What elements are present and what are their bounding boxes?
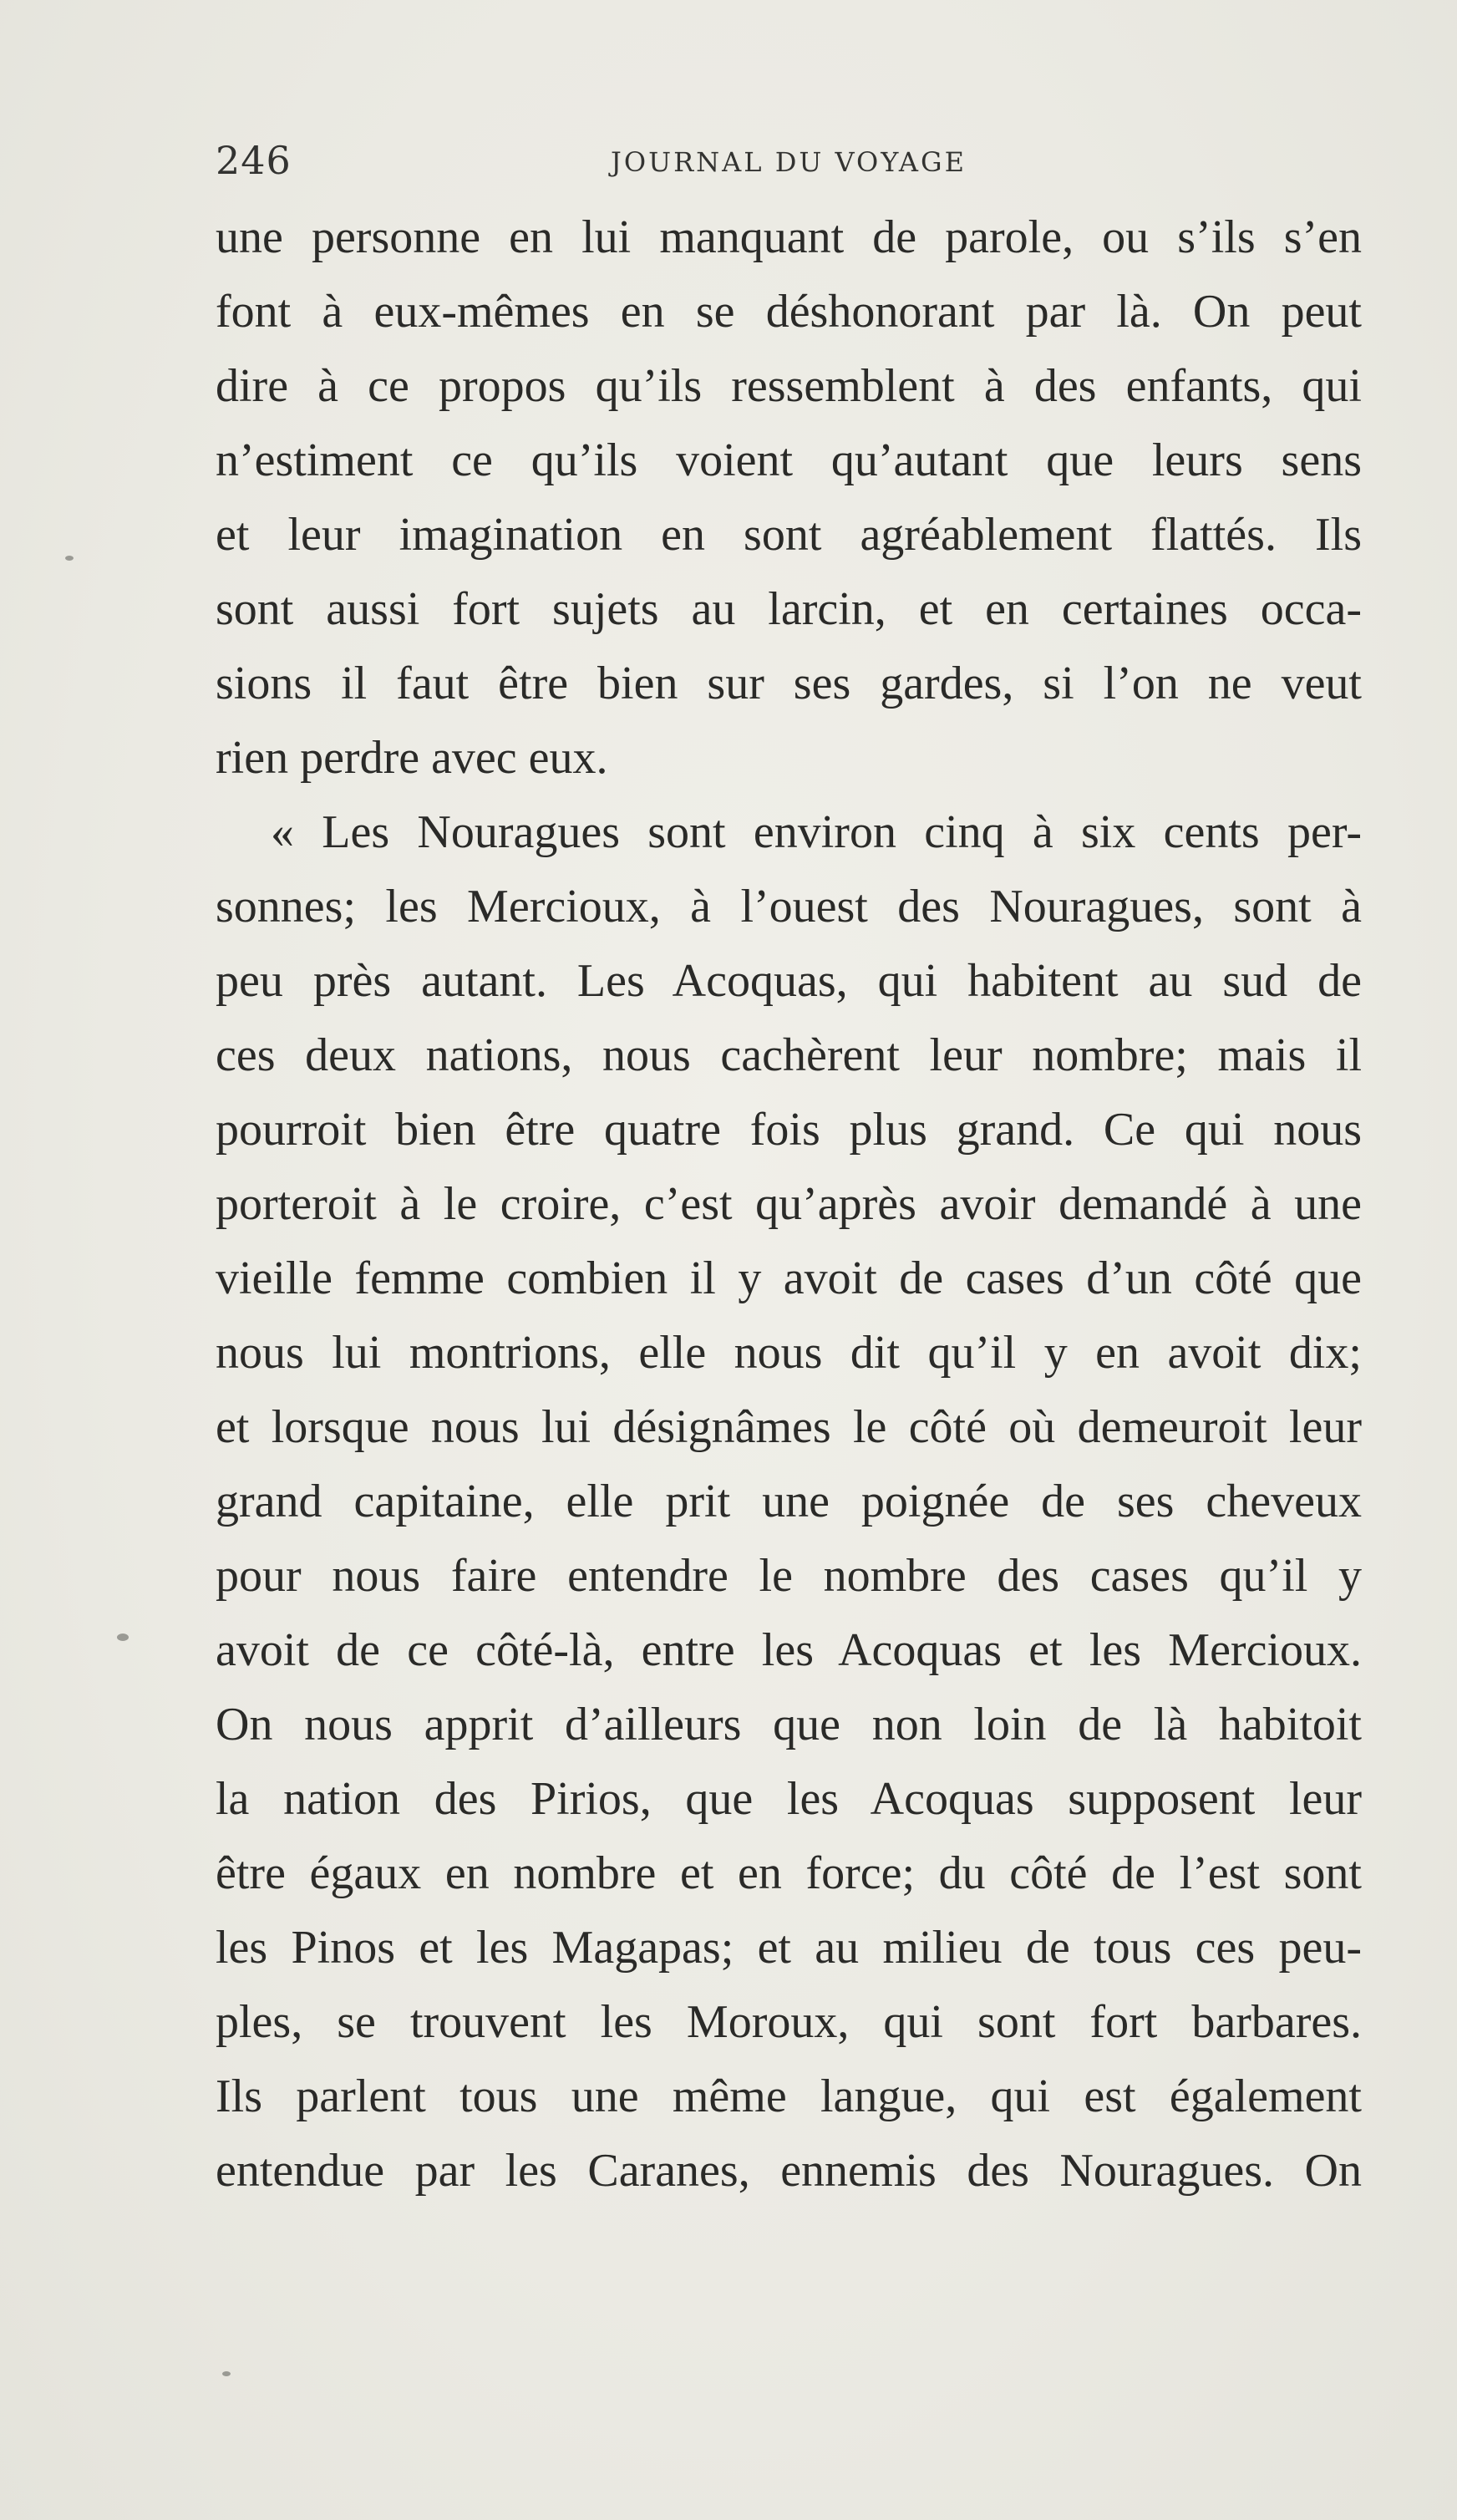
text-line: pour nous faire entendre le nombre des cases qu’il y [216,1550,1362,1602]
text-line: être égaux en nombre et en force; du côté de l’est sont [216,1847,1362,1899]
text-line: dire à ce propos qu’ils ressemblent à des enfants, qui [216,360,1362,412]
text-line: nous lui montrions, elle nous dit qu’il y en avoit dix; [216,1327,1362,1379]
text-line: porteroit à le croire, c’est qu’après avoir demandé à une [216,1178,1362,1230]
text-line: entendue par les Caranes, ennemis des Nouragues. On [216,2145,1362,2197]
text-line: sont aussi fort sujets au larcin, et en certaines occa- [216,583,1362,635]
text-line: peu près autant. Les Acoquas, qui habitent au sud de [216,955,1362,1007]
text-line: n’estiment ce qu’ils voient qu’autant que leurs sens [216,434,1362,486]
text-line: rien perdre avec eux. [216,732,608,784]
running-title: JOURNAL DU VOYAGE [611,146,967,178]
text-line: ples, se trouvent les Moroux, qui sont fort barbares. [216,1996,1362,2048]
text-line: sions il faut être bien sur ses gardes, si l’on ne veut [216,658,1362,709]
paper-speck [65,556,74,561]
paragraph-first-line: « Les Nouragues sont environ cinq à six cents per- [271,806,1362,858]
paper-speck [222,2371,231,2376]
text-line: les Pinos et les Magapas; et au milieu de tous ces peu- [216,1922,1362,1974]
text-line: Ils parlent tous une même langue, qui est également [216,2070,1362,2122]
text-line: et lorsque nous lui désignâmes le côté où demeuroit leur [216,1401,1362,1453]
paper-speck [117,1633,129,1641]
text-line: pourroit bien être quatre fois plus grand. Ce qui nous [216,1104,1362,1156]
text-line: une personne en lui manquant de parole, ou s’ils s’en [216,211,1362,263]
text-line: grand capitaine, elle prit une poignée de ses cheveux [216,1476,1362,1527]
text-line: On nous apprit d’ailleurs que non loin de là habitoit [216,1699,1362,1750]
body-text [216,201,1362,2208]
text-line: la nation des Pirios, que les Acoquas supposent leur [216,1773,1362,1825]
text-line: avoit de ce côté-là, entre les Acoquas et les Mercioux. [216,1624,1362,1676]
page-number: 246 [216,138,292,183]
text-line: et leur imagination en sont agréablement flattés. Ils [216,509,1362,561]
running-head [216,132,1362,191]
text-line: sonnes; les Mercioux, à l’ouest des Nouragues, sont à [216,881,1362,932]
text-line: font à eux-mêmes en se déshonorant par là. On peut [216,286,1362,338]
text-line: ces deux nations, nous cachèrent leur nombre; mais il [216,1029,1362,1081]
text-line: vieille femme combien il y avoit de cases d’un côté que [216,1252,1362,1304]
